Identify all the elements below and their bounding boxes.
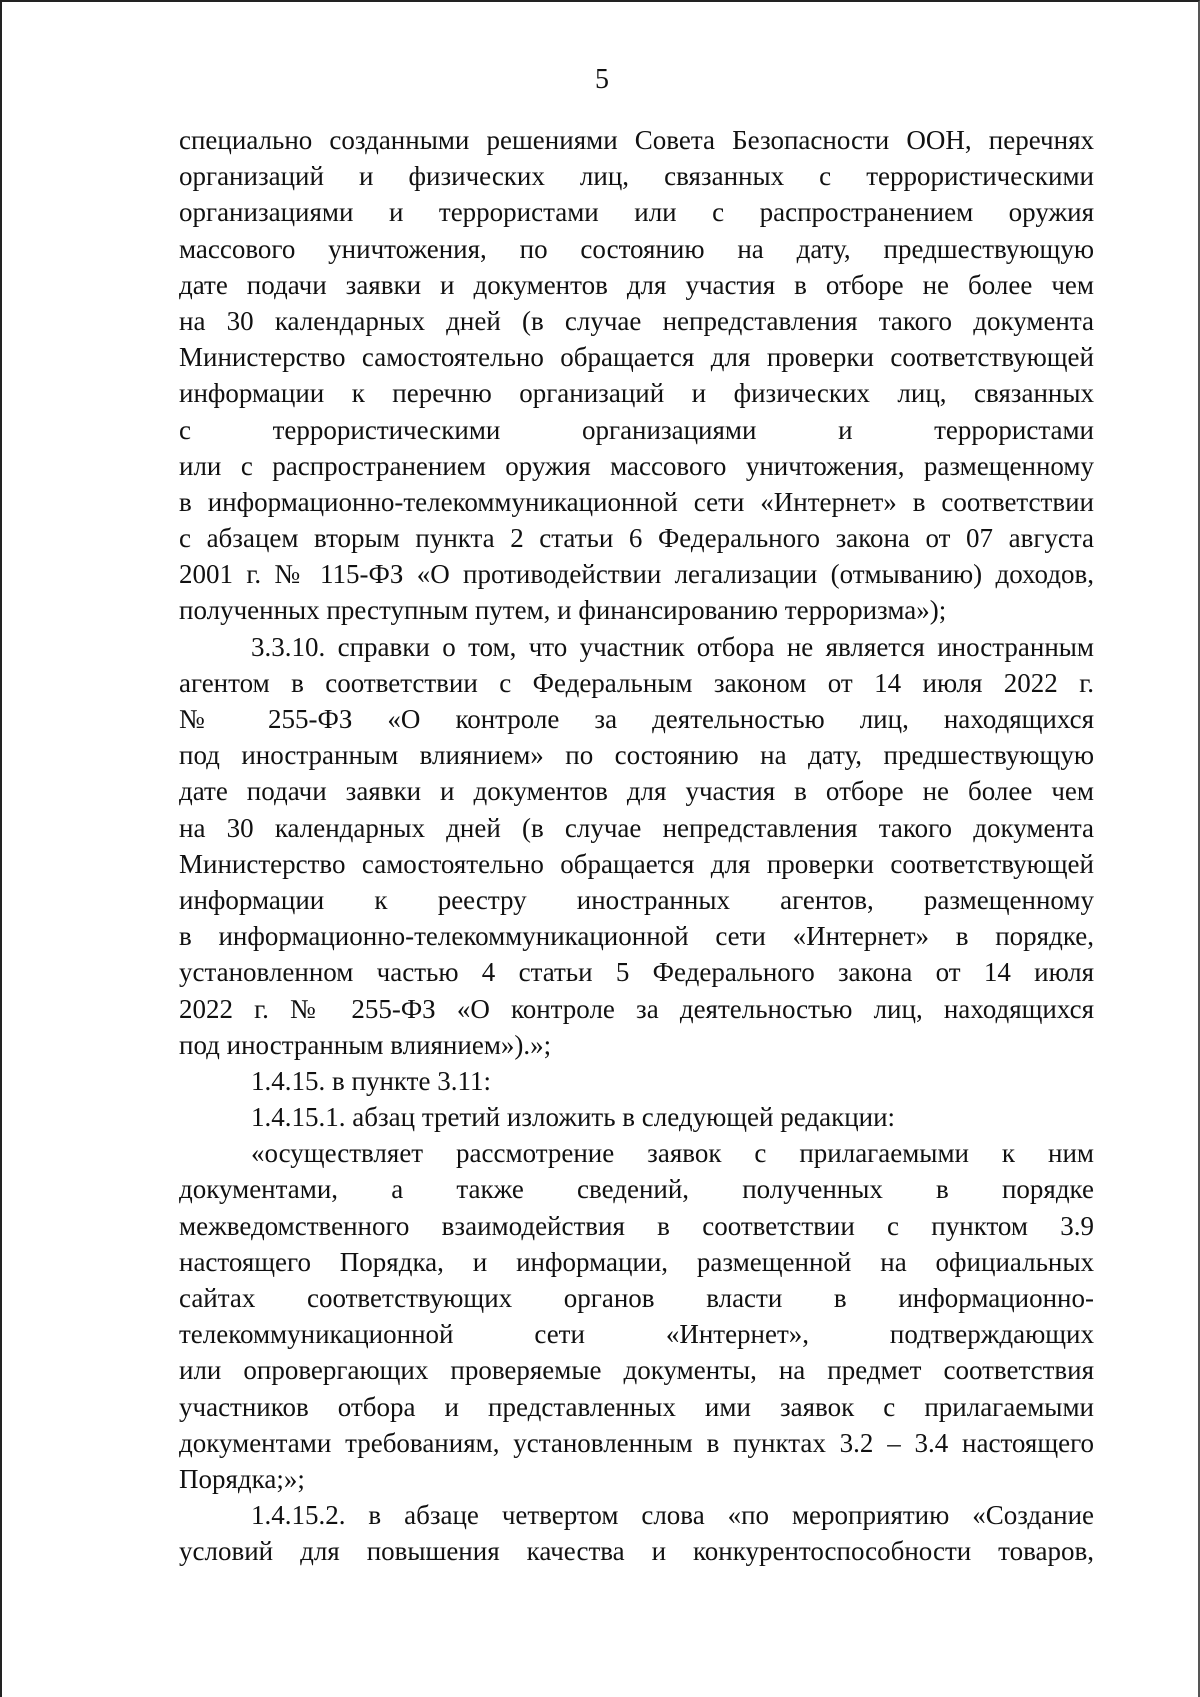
text-line: «осуществляет рассмотрение заявок с прилагаемыми к ним [251,1138,1094,1169]
text-line: на 30 календарных дней (в случае непредставления такого документа [179,812,1094,843]
text-line: информации к перечню организаций и физических лиц, связанных [179,378,1094,409]
text-line: полученных преступным путем, и финансированию терроризма»); [179,595,947,626]
text-line: настоящего Порядка, и информации, размещенной на официальных [179,1246,1094,1277]
text-line: 1.4.15.2. в абзаце четвертом слова «по мероприятию «Создание [251,1500,1094,1531]
text-line: дате подачи заявки и документов для участия в отборе не более чем [179,269,1094,300]
text-line: под иностранным влиянием»).»; [179,1029,552,1060]
text-line: специально созданными решениями Совета Безопасности ООН, перечнях [179,125,1094,155]
text-line: Министерство самостоятельно обращается для проверки соответствующей [179,342,1094,373]
page-number: 5 [595,64,609,95]
text-line: установленном частью 4 статьи 5 Федерального закона от 14 июля [179,957,1094,988]
text-line: дате подачи заявки и документов для участия в отборе не более чем [179,776,1094,807]
text-line: межведомственного взаимодействия в соответствии с пунктом 3.9 [179,1210,1094,1241]
document-body [179,122,1094,1570]
text-line: в информационно-телекоммуникационной сети «Интернет» в порядке, [179,921,1094,952]
text-line: информации к реестру иностранных агентов, размещенному [179,884,1094,915]
text-line: Министерство самостоятельно обращается для проверки соответствующей [179,848,1094,879]
text-line: или опровергающих проверяемые документы, на предмет соответствия [179,1355,1094,1386]
text-line: 2001 г. № 115-ФЗ «О противодействии легализации (отмыванию) доходов, [179,559,1094,590]
text-line: 1.4.15. в пункте 3.11: [251,1065,491,1096]
text-line: массового уничтожения, по состоянию на дату, предшествующую [179,233,1094,264]
text-line: в информационно-телекоммуникационной сети «Интернет» в соответствии [179,486,1094,517]
text-line: № 255-ФЗ «О контроле за деятельностью лиц, находящихся [179,704,1094,734]
text-line: условий для повышения качества и конкурентоспособности товаров, [179,1536,1094,1567]
text-line: документами требованиям, установленным в пунктах 3.2 – 3.4 настоящего [179,1427,1094,1458]
text-line: под иностранным влиянием» по состоянию на дату, предшествующую [179,740,1094,771]
text-line: организациями и террористами или с распространением оружия [179,197,1094,228]
text-line: 2022 г. № 255-ФЗ «О контроле за деятельностью лиц, находящихся [179,993,1094,1024]
text-line: на 30 календарных дней (в случае непредставления такого документа [179,305,1094,336]
text-line: или с распространением оружия массового уничтожения, размещенному [179,450,1094,481]
text-line: 1.4.15.1. абзац третий изложить в следующей редакции: [251,1102,896,1133]
text-line: с абзацем вторым пункта 2 статьи 6 Федерального закона от 07 августа [179,523,1094,554]
text-line: с террористическими организациями и террористами [179,414,1094,445]
text-line: участников отбора и представленных ими заявок с прилагаемыми [179,1391,1094,1422]
text-line: сайтах соответствующих органов власти в информационно- [179,1283,1094,1313]
text-line: 3.3.10. справки о том, что участник отбора не является иностранным [251,631,1094,662]
text-line: организаций и физических лиц, связанных с террористическими [179,161,1094,192]
text-line: агентом в соответствии с Федеральным законом от 14 июля 2022 г. [179,667,1094,698]
text-line: телекоммуникационной сети «Интернет», подтверждающих [179,1319,1094,1350]
text-line: Порядка;»; [179,1463,305,1494]
text-line: документами, а также сведений, полученных в порядке [179,1174,1094,1205]
